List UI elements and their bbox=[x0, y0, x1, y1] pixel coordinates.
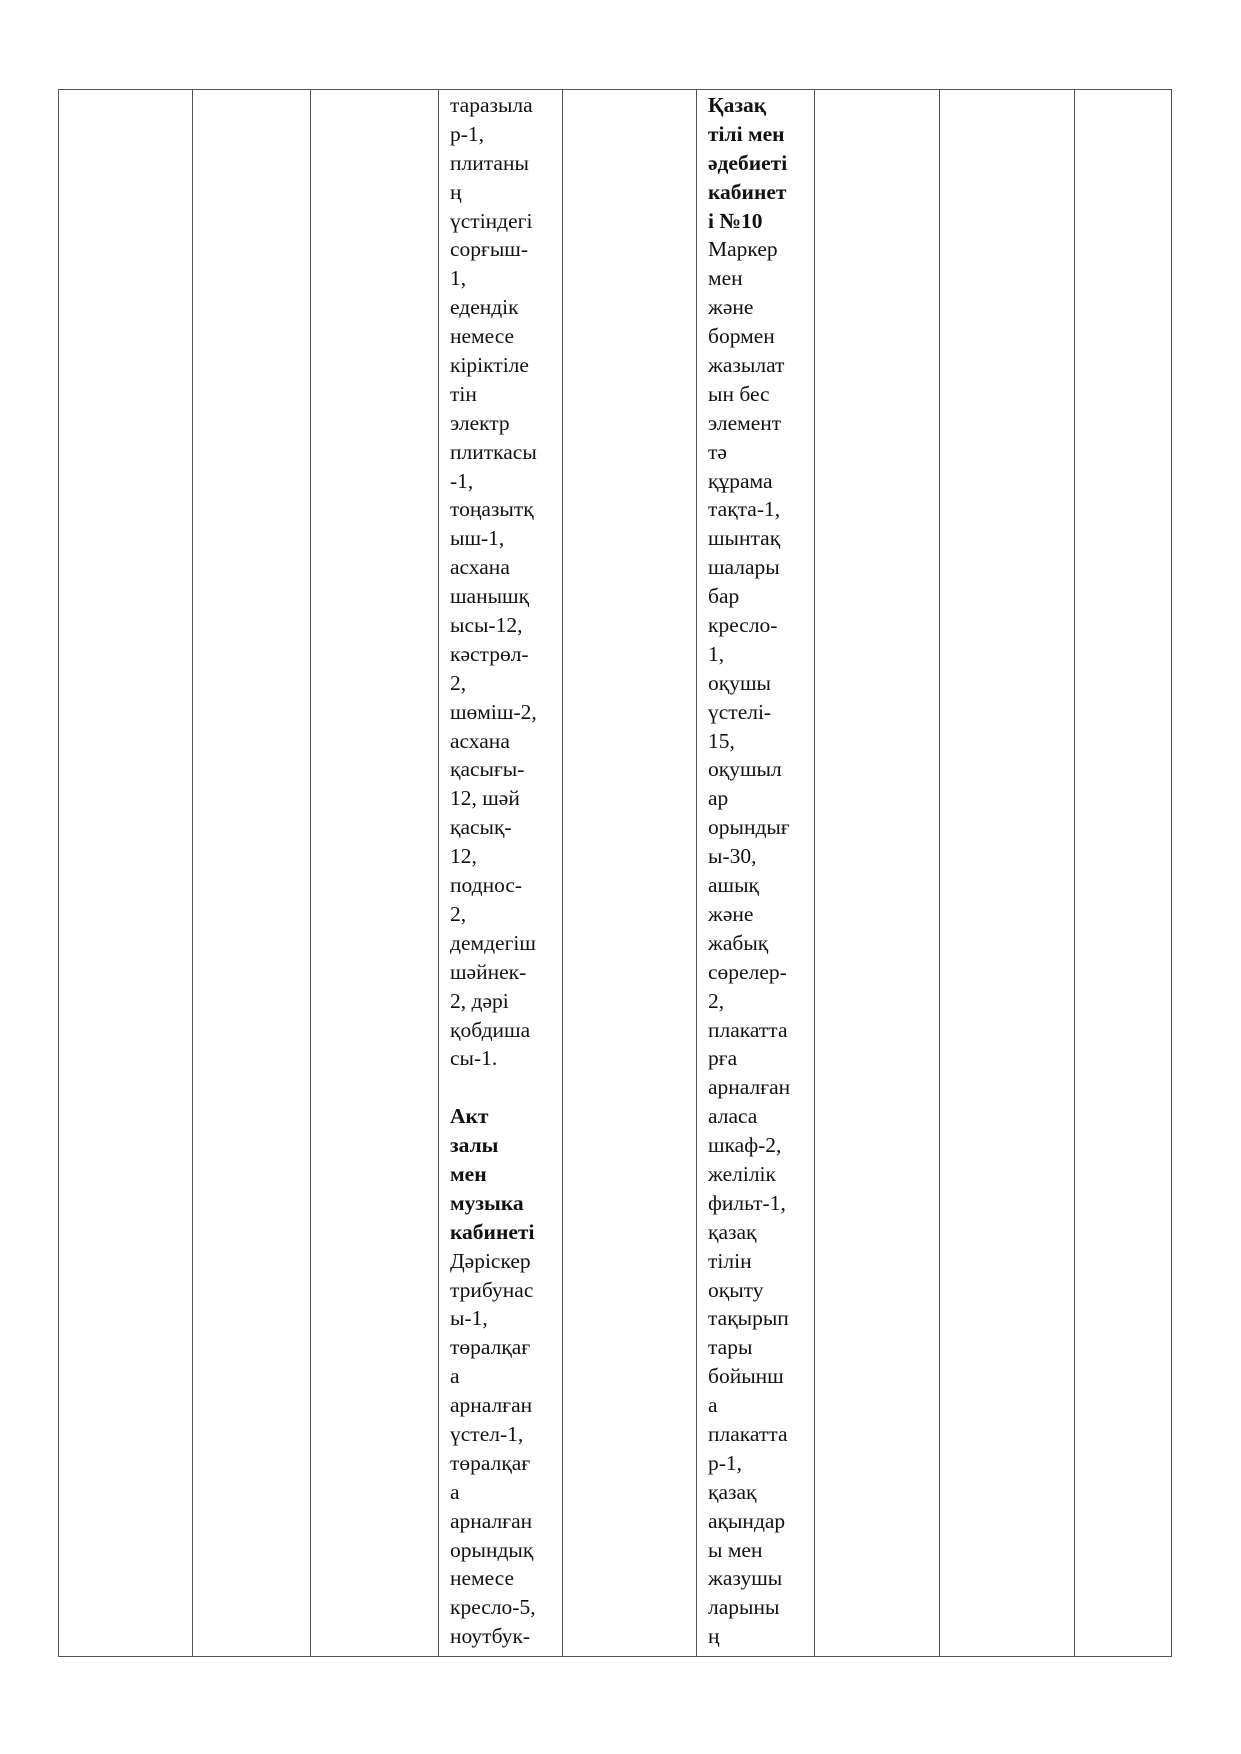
text-line: асхана bbox=[450, 728, 510, 753]
text-line: асхана bbox=[450, 555, 510, 580]
text-line: ын бес bbox=[708, 381, 770, 406]
text-line: бойынш bbox=[708, 1364, 784, 1389]
equipment-list-col4 bbox=[439, 90, 562, 1651]
text-line: тә bbox=[708, 439, 727, 464]
text-line: плиткасы bbox=[450, 439, 537, 464]
text-line: оқушы bbox=[708, 670, 771, 695]
text-line: 1, bbox=[708, 641, 725, 666]
text-line: поднос- bbox=[450, 873, 523, 898]
text-line: тақта-1, bbox=[708, 497, 781, 522]
text-line: ашық bbox=[708, 873, 759, 898]
text-line: оқыту bbox=[708, 1277, 764, 1302]
text-line: ноутбук- bbox=[450, 1624, 531, 1649]
text-line: бар bbox=[708, 584, 740, 609]
text-line: таразыла bbox=[450, 93, 533, 117]
text-line: р-1, bbox=[708, 1450, 743, 1475]
text-line: шынтақ bbox=[708, 526, 781, 551]
text-line: және bbox=[708, 295, 754, 320]
text-line: тін bbox=[450, 381, 477, 406]
text-line: ларыны bbox=[708, 1595, 780, 1620]
text-line: шкаф-2, bbox=[708, 1133, 782, 1158]
text-line: жазушы bbox=[708, 1566, 783, 1591]
text-line: ар bbox=[708, 786, 729, 811]
text-line: құрама bbox=[708, 468, 773, 493]
text-line: және bbox=[708, 901, 754, 926]
text-line: электр bbox=[450, 410, 510, 435]
table-cell-col9 bbox=[1075, 90, 1172, 1657]
text-line: ы-30, bbox=[708, 844, 757, 869]
text-line: трибунас bbox=[450, 1277, 534, 1302]
text-line: ң bbox=[708, 1624, 720, 1649]
text-line: Маркер bbox=[708, 237, 778, 262]
text-line: плитаны bbox=[450, 150, 529, 175]
text-line: 15, bbox=[708, 728, 735, 753]
text-line: музыка bbox=[450, 1190, 524, 1215]
table-cell-col7 bbox=[815, 90, 940, 1657]
text-line: үстелі- bbox=[708, 699, 772, 724]
text-line bbox=[450, 1073, 562, 1102]
text-line: мен bbox=[708, 266, 743, 291]
text-line: әдебиеті bbox=[708, 150, 788, 175]
text-line: жазылат bbox=[708, 353, 785, 378]
document-table bbox=[58, 89, 1172, 1657]
text-line: кәстрөл- bbox=[450, 641, 529, 666]
table-row bbox=[59, 90, 1172, 1657]
text-line: а bbox=[450, 1364, 460, 1389]
text-line: төралқағ bbox=[450, 1335, 531, 1360]
text-line: Дәріскер bbox=[450, 1248, 531, 1273]
text-line: желілік bbox=[708, 1161, 776, 1186]
text-line: аласа bbox=[708, 1104, 758, 1129]
text-line: орындық bbox=[450, 1537, 534, 1562]
text-line: ы-1, bbox=[450, 1306, 488, 1331]
text-line: ы мен bbox=[708, 1537, 763, 1562]
text-line: қасығы- bbox=[450, 757, 525, 782]
text-line: Акт bbox=[450, 1104, 489, 1129]
text-line: 12, шәй bbox=[450, 786, 520, 811]
text-line: кабинет bbox=[708, 179, 787, 204]
text-line: орындығ bbox=[708, 815, 790, 840]
text-line: тілі мен bbox=[708, 121, 785, 146]
text-line: а bbox=[708, 1393, 718, 1418]
text-line: ақындар bbox=[708, 1508, 786, 1533]
text-line: оқушыл bbox=[708, 757, 782, 782]
text-line: кабинеті bbox=[450, 1219, 535, 1244]
table-cell-col6 bbox=[697, 90, 815, 1657]
text-line: кресло-5, bbox=[450, 1595, 536, 1620]
table-cell-col1 bbox=[59, 90, 193, 1657]
text-line: 1, bbox=[450, 266, 467, 291]
text-line: 2, bbox=[450, 670, 467, 695]
text-line: сорғыш- bbox=[450, 237, 529, 262]
text-line: Қазақ bbox=[708, 93, 767, 117]
text-line: залы bbox=[450, 1133, 499, 1158]
text-line: сөрелер- bbox=[708, 959, 787, 984]
text-line: арналған bbox=[450, 1393, 533, 1418]
text-line: 2, bbox=[450, 901, 467, 926]
text-line: демдегіш bbox=[450, 930, 536, 955]
text-line: ң bbox=[450, 179, 462, 204]
text-line: р-1, bbox=[450, 121, 485, 146]
table-cell-col5 bbox=[563, 90, 697, 1657]
table-cell-col8 bbox=[940, 90, 1075, 1657]
text-line: тоңазытқ bbox=[450, 497, 534, 522]
text-line: кресло- bbox=[708, 613, 778, 638]
text-line: төралқағ bbox=[450, 1450, 531, 1475]
text-line: қазақ bbox=[708, 1479, 757, 1504]
text-line: үстел-1, bbox=[450, 1421, 524, 1446]
text-line: мен bbox=[450, 1161, 487, 1186]
text-line: шөміш-2, bbox=[450, 699, 537, 724]
text-line: кіріктіле bbox=[450, 353, 529, 378]
table-cell-col3 bbox=[311, 90, 439, 1657]
text-line: арналған bbox=[708, 1075, 791, 1100]
text-line: і №10 bbox=[708, 208, 763, 233]
text-line: 2, дәрі bbox=[450, 988, 509, 1013]
text-line: тары bbox=[708, 1335, 753, 1360]
text-line: -1, bbox=[450, 468, 474, 493]
text-line: шалары bbox=[708, 555, 780, 580]
text-line: немесе bbox=[450, 1566, 515, 1591]
text-line: шанышқ bbox=[450, 584, 530, 609]
text-line: арналған bbox=[450, 1508, 533, 1533]
text-line: тақырып bbox=[708, 1306, 789, 1331]
text-line: рға bbox=[708, 1046, 738, 1071]
text-line: 12, bbox=[450, 844, 477, 869]
text-line: қасық- bbox=[450, 815, 512, 840]
equipment-list-col6 bbox=[697, 90, 814, 1651]
text-line: бормен bbox=[708, 324, 775, 349]
text-line: тілін bbox=[708, 1248, 752, 1273]
text-line: фильт-1, bbox=[708, 1190, 786, 1215]
text-line: үстіндегі bbox=[450, 208, 533, 233]
table-cell-col2 bbox=[193, 90, 311, 1657]
text-line: плакатта bbox=[708, 1017, 788, 1042]
text-line: қобдиша bbox=[450, 1017, 531, 1042]
text-line: элемент bbox=[708, 410, 782, 435]
text-line: шәйнек- bbox=[450, 959, 527, 984]
text-line: а bbox=[450, 1479, 460, 1504]
text-line: ысы-12, bbox=[450, 613, 523, 638]
text-line: плакатта bbox=[708, 1421, 788, 1446]
text-line: қазақ bbox=[708, 1219, 757, 1244]
text-line: сы-1. bbox=[450, 1046, 498, 1071]
table-cell-col4 bbox=[439, 90, 563, 1657]
text-line: жабық bbox=[708, 930, 769, 955]
text-line: едендік bbox=[450, 295, 519, 320]
text-line: немесе bbox=[450, 324, 515, 349]
text-line: ыш-1, bbox=[450, 526, 505, 551]
text-line: 2, bbox=[708, 988, 725, 1013]
